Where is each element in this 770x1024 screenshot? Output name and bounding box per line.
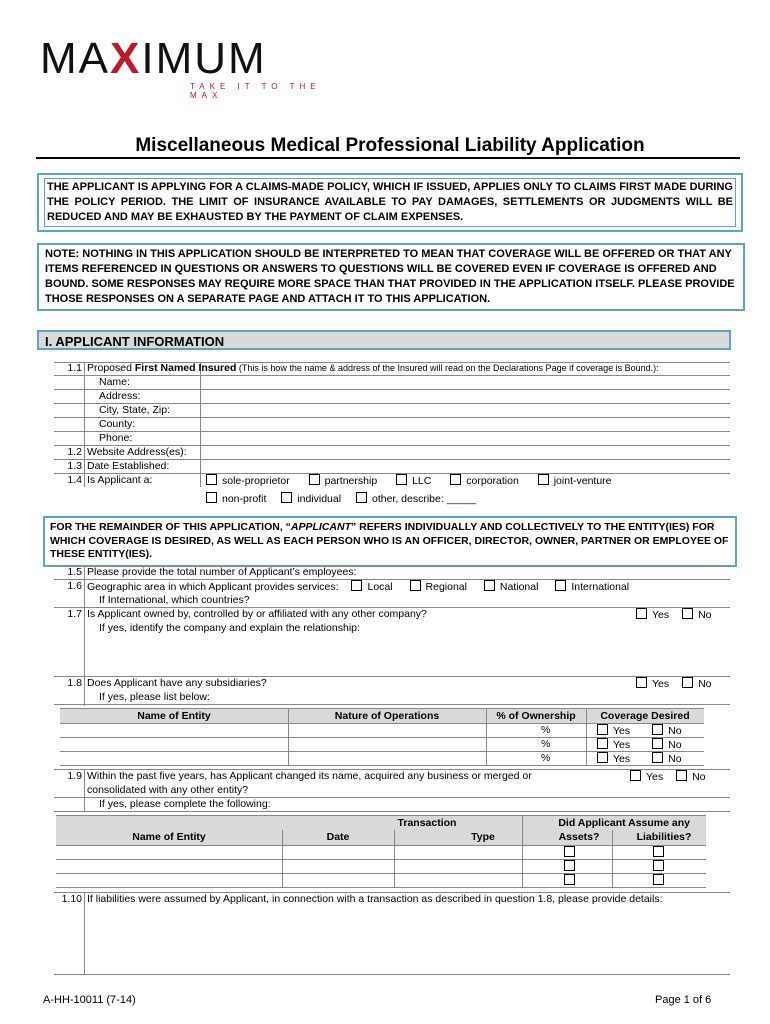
subsidiaries-table-header: Name of Entity Nature of Operations % of Ownership Coverage Desired: [60, 709, 704, 723]
page-title: Miscellaneous Medical Professional Liability Application: [135, 135, 645, 156]
checkbox-international[interactable]: [555, 580, 566, 591]
checkbox-coverage-no[interactable]: [652, 724, 663, 735]
field-city-label: City, State, Zip:: [99, 404, 170, 416]
question-1-7-sub: If yes, identify the company and explain the relationship:: [99, 622, 360, 634]
checkbox-individual[interactable]: [281, 492, 292, 503]
checkbox-coverage-yes[interactable]: [597, 752, 608, 763]
table1-pct: %: [541, 724, 551, 736]
checkbox-q1-8-no[interactable]: [682, 677, 693, 688]
grid-line: [60, 708, 704, 709]
coverage-note: NOTE: NOTHING IN THIS APPLICATION SHOULD BE INTERPRETED TO MEAN THAT COVERAGE WILL BE OFFERED OR THAT ANY ITEMS REFERENCED IN QUESTIONS OR ANSWERS TO QUESTIONS WILL BE COVERED EVEN IF COVERAGE IS OFFERED AND BOUND. SOME RESPONSES MAY REQUIRE MORE SPACE THAN THAT PROVIDED IN THE APPLICATION ITSELF. PLEASE PROVIDE THOSE RESPONSES ON A SEPARATE PAGE AND ATTACH IT TO THIS APPLICATION.: [37, 243, 745, 311]
question-1-9-cont: consolidated with any other entity?: [87, 784, 249, 796]
checkbox-partnership[interactable]: [309, 474, 320, 485]
entity-type-row2: non-profit individual other, describe: _____: [204, 492, 476, 506]
grid-line: [56, 815, 706, 816]
grid-line: [84, 769, 85, 811]
grid-line: [54, 811, 730, 812]
checkbox-sole-proprietor[interactable]: [206, 474, 217, 485]
field-address-label: Address:: [99, 390, 141, 402]
grid-line: [54, 974, 730, 975]
checkbox-regional[interactable]: [410, 580, 421, 591]
applicant-definition-notice: FOR THE REMAINDER OF THIS APPLICATION, “APPLICANT” REFERS INDIVIDUALLY AND COLLECTIVELY TO THE ENTITY(IES) FOR WHICH COVERAGE IS DESIRED, AS WELL AS EACH PERSON WHO IS AN OFFICER, DIRECTOR, OWNER, PARTNER OR EMPLOYEE OF THESE ENTITY(IES).: [43, 516, 737, 567]
checkbox-non-profit[interactable]: [206, 492, 217, 503]
grid-line: [56, 887, 706, 888]
question-1-8-sub: If yes, please list below:: [99, 691, 210, 703]
checkbox-liabilities-2[interactable]: [651, 860, 669, 874]
grid-line: [288, 708, 289, 765]
grid-line: [200, 362, 201, 487]
entity-type-row1: sole-proprietor partnership LLC corporation joint-venture: [204, 474, 612, 488]
q1-7-yes-no: Yes No: [634, 608, 712, 622]
grid-line: [612, 830, 613, 887]
checkbox-q1-9-yes[interactable]: [630, 770, 641, 781]
form-number: A-HH-10011 (7-14): [43, 994, 136, 1006]
claims-made-text: THE APPLICANT IS APPLYING FOR A CLAIMS-MADE POLICY, WHICH IF ISSUED, APPLIES ONLY TO CLAIMS FIRST MADE DURING THE POLICY PERIOD. THE LIMIT OF INSURANCE AVAILABLE TO PAY DAMAGES, SETTLEMENTS OR JUDGMENTS WILL BE REDUCED AND MAY BE EXHAUSTED BY THE PAYMENT OF CLAIM EXPENSES.: [44, 178, 736, 227]
checkbox-liabilities-3[interactable]: [651, 874, 669, 888]
grid-line: [522, 815, 523, 887]
checkbox-q1-9-no[interactable]: [676, 770, 687, 781]
page-number: Page 1 of 6: [655, 994, 712, 1006]
grid-line: [486, 708, 487, 765]
field-county-label: County:: [99, 418, 136, 430]
table1-coverage-row: Yes No: [595, 738, 682, 752]
checkbox-joint-venture[interactable]: [538, 474, 549, 485]
table1-pct: %: [541, 752, 551, 764]
checkbox-llc[interactable]: [396, 474, 407, 485]
checkbox-local[interactable]: [351, 580, 362, 591]
logo-wordmark: MAXIMUM: [40, 34, 267, 83]
grid-line: [54, 431, 730, 432]
transactions-table-header: Name of Entity Transaction Date Type Did Applicant Assume any Assets? Liabilities?: [56, 815, 706, 845]
question-1-9-sub: If yes, please complete the following:: [99, 798, 271, 810]
grid-line: [54, 417, 730, 418]
field-phone-label: Phone:: [99, 432, 133, 444]
grid-line: [56, 845, 706, 846]
checkbox-coverage-yes[interactable]: [597, 724, 608, 735]
checkbox-assets-1[interactable]: [562, 846, 580, 860]
grid-line: [282, 830, 283, 887]
maximum-logo: [40, 34, 340, 100]
grid-line: [54, 375, 730, 376]
checkbox-coverage-no[interactable]: [652, 738, 663, 749]
grid-line: [56, 859, 706, 860]
table1-coverage-row: Yes No: [595, 724, 682, 738]
grid-line: [394, 830, 395, 887]
grid-line: [56, 873, 706, 874]
checkbox-q1-7-no[interactable]: [682, 608, 693, 619]
checkbox-corporation[interactable]: [450, 474, 461, 485]
checkbox-liabilities-1[interactable]: [651, 846, 669, 860]
checkbox-other[interactable]: [356, 492, 367, 503]
checkbox-coverage-yes[interactable]: [597, 738, 608, 749]
table1-coverage-row: Yes No: [595, 752, 682, 766]
checkbox-assets-2[interactable]: [562, 860, 580, 874]
logo-tagline: TAKE IT TO THE MAX: [190, 82, 321, 100]
claims-made-notice: [37, 173, 743, 232]
grid-line: [54, 704, 730, 705]
question-1-1-label: Proposed First Named Insured (This is how the name & address of the Insured will read on the Declarations Page if coverage is Bound.):: [87, 362, 659, 374]
table1-pct: %: [541, 738, 551, 750]
checkbox-q1-7-yes[interactable]: [636, 608, 647, 619]
section-applicant-information: I. APPLICANT INFORMATION: [37, 330, 731, 350]
grid-line: [84, 892, 85, 974]
field-name-label: Name:: [99, 376, 130, 388]
checkbox-assets-3[interactable]: [562, 874, 580, 888]
question-1-6-sub: If International, which countries?: [99, 594, 250, 606]
grid-line: [84, 362, 85, 487]
checkbox-coverage-no[interactable]: [652, 752, 663, 763]
q1-9-yes-no: Yes No: [628, 770, 706, 784]
grid-line: [586, 708, 587, 765]
q1-8-yes-no: Yes No: [634, 677, 712, 691]
checkbox-national[interactable]: [484, 580, 495, 591]
checkbox-q1-8-yes[interactable]: [636, 677, 647, 688]
title-divider: [36, 157, 740, 159]
grid-line: [84, 566, 85, 706]
grid-line: [54, 389, 730, 390]
